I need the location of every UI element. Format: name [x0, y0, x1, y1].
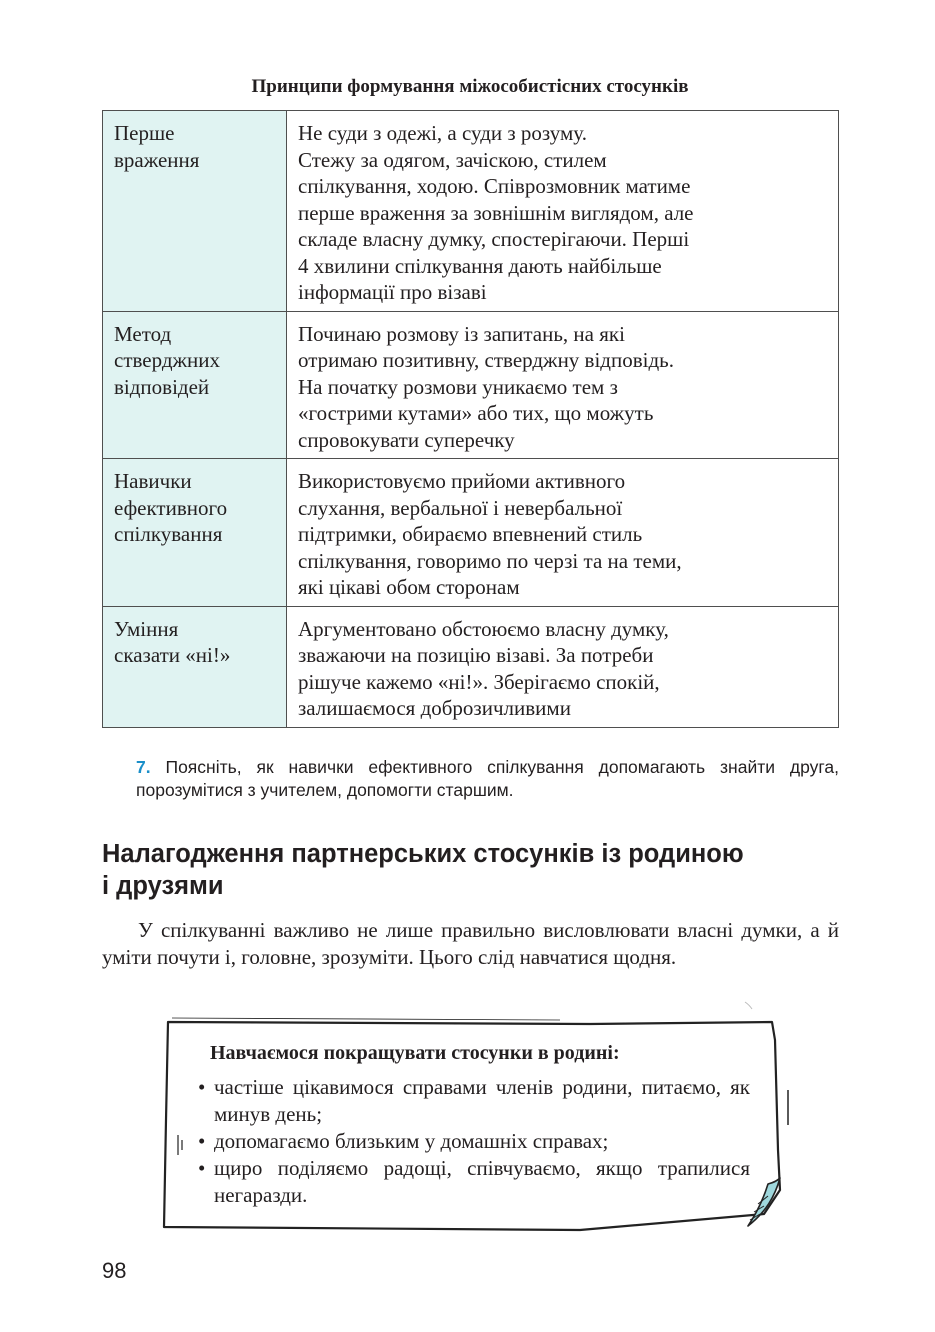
task-number: 7.	[136, 757, 151, 777]
table-cell-term: Навички ефективного спілкування	[103, 459, 287, 607]
table-cell-term: Перше враження	[103, 111, 287, 312]
section-heading: Налагодження партнерських стосунків із родиною і друзями	[102, 840, 744, 900]
table-title: Принципи формування міжособистісних стосунків	[251, 76, 689, 97]
table-cell-description: Починаю розмову із запитань, на які отримаю позитивну, стверджну відповідь. На початку розмови уникаємо тем з «гострими кутами» або тих, що можуть спровокувати суперечку	[287, 311, 839, 459]
table-cell-description: Аргументовано обстоюємо власну думку, зважаючи на позицію візаві. За потреби рішуче кажемо «ні!». Зберігаємо спокій, залишаємося доброзичливими	[287, 606, 839, 727]
bullet-icon: •	[198, 1129, 206, 1153]
table-cell-term: Уміння сказати «ні!»	[103, 606, 287, 727]
table-row	[103, 606, 839, 727]
section-paragraph: У спілкуванні важливо не лише правильно висловлювати власні думки, а й уміти почути і, головне, зрозуміти. Цього слід навчатися щодня.	[102, 918, 839, 969]
task-text: Поясніть, як навички ефективного спілкування допомагають знайти друга, порозумітися з учителем, допомогти старшим.	[136, 757, 839, 800]
note-list	[198, 1074, 750, 1209]
table-cell-description: Не суди з одежі, а суди з розуму. Стежу за одягом, зачіскою, стилем спілкування, ходою. Співрозмовник матиме перше враження за зовнішнім виглядом, але складе власну думку, спостерігаючи. Перші 4 хвилини спілкування дають найбільше інформації про візаві	[287, 111, 839, 312]
table-row	[103, 311, 839, 459]
note-card	[160, 1000, 800, 1235]
bullet-icon: •	[198, 1075, 206, 1099]
page-number: 98	[102, 1258, 127, 1283]
list-item	[198, 1074, 750, 1128]
table-row	[103, 111, 839, 312]
list-item-text: щиро поділяємо радощі, співчуваємо, якщо трапилися негаразди.	[214, 1156, 750, 1207]
table-row	[103, 459, 839, 607]
table-cell-description: Використовуємо прийоми активного слухання, вербальної і невербальної підтримки, обираємо впевнений стиль спілкування, говоримо по черзі та на теми, які цікаві обом сторонам	[287, 459, 839, 607]
note-title: Навчаємося покращувати стосунки в родині:	[210, 1042, 620, 1064]
list-item	[198, 1128, 750, 1155]
list-item-text: допомагаємо близьким у домашніх справах;	[214, 1129, 609, 1153]
bullet-icon: •	[198, 1156, 206, 1180]
table-cell-term: Метод стверджних відповідей	[103, 311, 287, 459]
list-item	[198, 1155, 750, 1209]
list-item-text: частіше цікавимося справами членів родини, питаємо, як минув день;	[214, 1075, 750, 1126]
task-7	[136, 756, 839, 802]
principles-table	[102, 110, 839, 728]
